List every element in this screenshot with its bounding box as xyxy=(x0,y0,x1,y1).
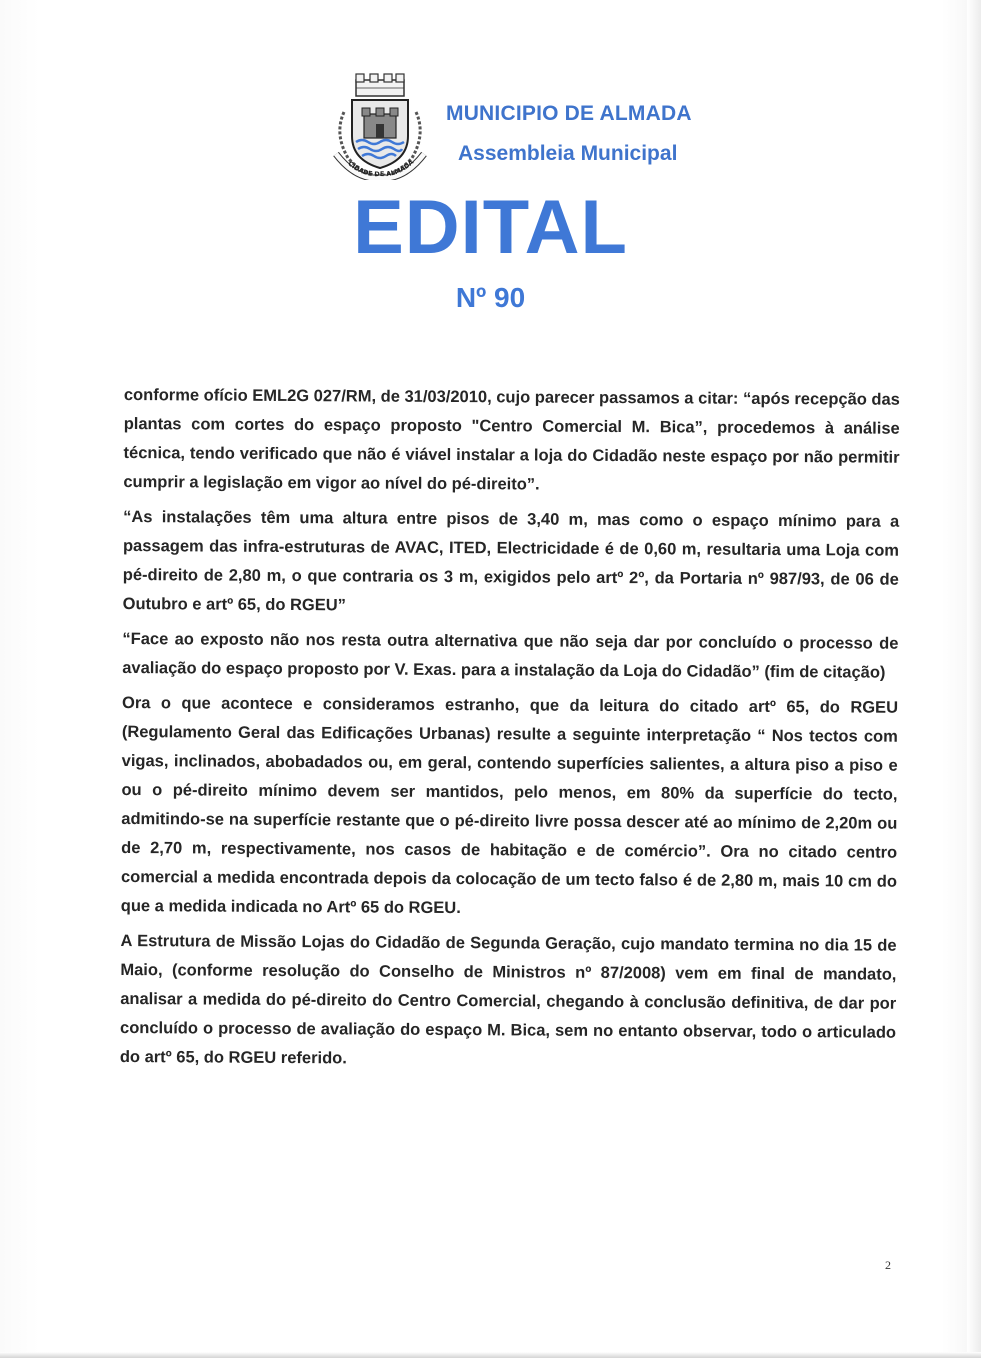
document-number: Nº 90 xyxy=(455,282,526,313)
body-paragraph: “As instalações têm uma altura entre pisos de 3,40 m, mas como o espaço mínimo para a passagem das infra-estruturas de AVAC, ITED, Electricidade é de 0,60 m, resultaria uma Loja com pé-direito de 2,80 m, o que contraria os 3 m, exigidos pelo artº 2º, da Portaria nº 987/93, de 06 de Outubro e artº 65, do RGEU” xyxy=(122,507,900,615)
department-name: Assembleia Municipal xyxy=(458,142,678,165)
body-paragraph: conforme ofício EML2G 027/RM, de 31/03/2010, cujo parecer passamos a citar: “após recepção das plantas com cortes do espaço proposto "Centro Comercial M. Bica”, procedemos à análise técnica, tendo verificado que não é viável instalar a loja do Cidadão neste espaço por não permitir cumprir a legislação em vigor ao nível do pé-direito”. xyxy=(123,385,900,494)
page-bottom-shadow xyxy=(0,1352,981,1358)
page-number: 2 xyxy=(885,1258,891,1272)
municipal-crest-logo xyxy=(326,72,434,180)
body-paragraph: “Face ao exposto não nos resta outra alternativa que não seja dar por concluído o processo de avaliação do espaço proposto por V. Exas. para a instalação da Loja do Cidadão” (fim de citação) xyxy=(122,629,899,682)
document-body xyxy=(120,381,900,1083)
body-paragraph: A Estrutura de Missão Lojas do Cidadão de Segunda Geração, cujo mandato termina no dia 15 de Maio, (conforme resolução do Conselho de Ministros nº 87/2008) vem em final de mandato, analisar a medida do pé-direito do Centro Comercial, chegando à conclusão definitiva, de dar por concluído o processo de avaliação do espaço M. Bica, sem no entanto observar, todo o articulado do artº 65, do RGEU referido. xyxy=(119,931,897,1068)
crest-ribbon-text: CIDADE DE ALMADA xyxy=(346,158,416,179)
document-title: EDITAL xyxy=(353,185,628,270)
organization-header xyxy=(446,102,746,166)
body-paragraph: Ora o que acontece e consideramos estranho, que da leitura do citado artº 65, do RGEU (Regulamento Geral das Edificações Urbanas) resulte a seguinte interpretação “ Nos tectos com vigas, inclinados, abobadados ou, em geral, contendo superfícies salientes, a altura piso a piso e ou o pé-direito mínimo devem ser mantidos, pelo menos, em 80% da superfície do tecto, admitindo-se na superfície restante que o pé-direito livre possa descer até ao mínimo de 2,20m ou de 2,70 m, respectivamente, nos casos de habitação e de comércio”. Ora no citado centro comercial a medida encontrada depois da colocação de um tecto falso é de 2,80 m, mais 10 cm do que a medida indicada no Artº 65 do RGEU. xyxy=(120,693,899,918)
organization-name: MUNICIPIO DE ALMADA xyxy=(446,102,692,125)
